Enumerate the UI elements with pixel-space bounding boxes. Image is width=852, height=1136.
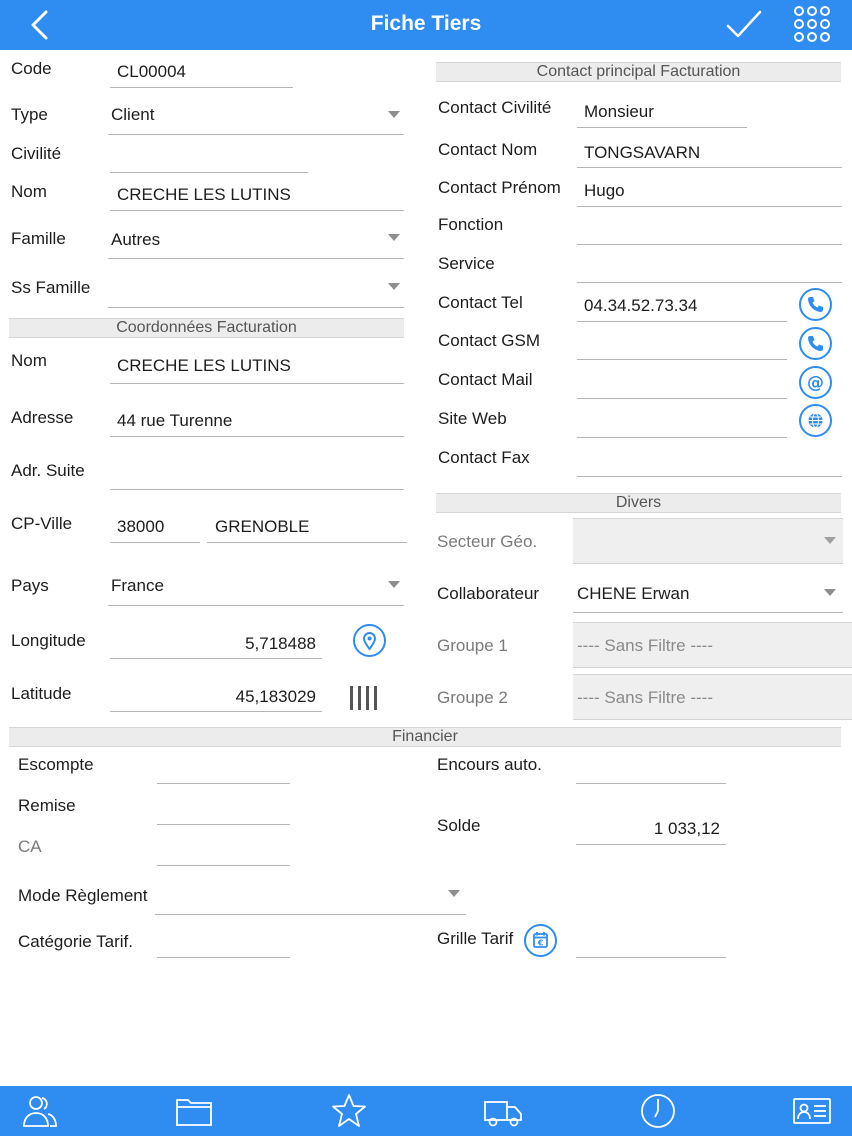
svg-text:@: @ — [807, 373, 824, 393]
ss-famille-select[interactable] — [111, 278, 371, 298]
solde-underline — [576, 844, 726, 845]
fonction-label: Fonction — [438, 215, 504, 234]
adr-suite-label: Adr. Suite — [11, 461, 85, 480]
contact-fax-underline — [577, 476, 842, 477]
mode-reglement-dropdown-arrow-icon[interactable] — [448, 890, 460, 897]
fonction-field[interactable] — [584, 219, 834, 239]
encours-auto-label: Encours auto. — [437, 755, 542, 774]
longitude-underline — [110, 658, 322, 659]
remise-underline — [157, 824, 290, 825]
grille-tarif-underline — [576, 957, 726, 958]
type-underline — [108, 134, 404, 135]
contact-nom-label: Contact Nom — [438, 140, 538, 159]
svg-text:€: € — [537, 938, 544, 948]
latitude-underline — [110, 711, 322, 712]
tab-deliveries[interactable] — [483, 1092, 523, 1130]
type-label: Type — [11, 105, 48, 124]
fact-nom-label: Nom — [11, 351, 47, 370]
mode-reglement-label: Mode Règlement — [18, 886, 148, 905]
star-icon — [329, 1092, 369, 1130]
type-dropdown-arrow-icon[interactable] — [388, 111, 400, 118]
pays-select[interactable]: France — [111, 576, 164, 595]
ss-famille-dropdown-arrow-icon[interactable] — [388, 283, 400, 290]
contact-card-icon — [792, 1092, 832, 1130]
famille-select[interactable]: Autres — [111, 230, 161, 249]
contact-gsm-underline — [577, 359, 787, 360]
categorie-tarif-underline — [157, 957, 290, 958]
service-field[interactable] — [584, 257, 834, 277]
clock-icon — [638, 1092, 678, 1130]
civilite-field[interactable] — [116, 148, 306, 168]
contact-gsm-field[interactable] — [584, 335, 784, 355]
escompte-underline — [157, 783, 290, 784]
groupe2-value: ---- Sans Filtre ---- — [577, 688, 713, 707]
tab-contact-card[interactable] — [792, 1092, 832, 1130]
contact-tel-underline — [577, 321, 787, 322]
contact-nom-field[interactable]: TONGSAVARN — [584, 143, 701, 162]
adr-suite-underline — [110, 489, 404, 490]
contact-tel-field[interactable]: 04.34.52.73.34 — [584, 296, 698, 315]
at-sign-icon — [801, 368, 830, 397]
remise-field[interactable] — [157, 799, 289, 819]
tab-documents[interactable] — [174, 1092, 214, 1130]
ss-famille-underline — [108, 307, 404, 308]
contact-prenom-field[interactable]: Hugo — [584, 181, 625, 200]
barcode-icon — [348, 685, 384, 711]
section-divers: Divers — [436, 493, 841, 513]
ca-field — [157, 840, 289, 860]
map-pin-icon — [355, 626, 384, 655]
phone-icon — [801, 290, 830, 319]
contact-civilite-field[interactable]: Monsieur — [584, 102, 654, 121]
escompte-field[interactable] — [157, 758, 289, 778]
secteur-geo-label: Secteur Géo. — [437, 532, 538, 551]
civilite-underline — [110, 172, 308, 173]
civilite-label: Civilité — [11, 144, 62, 163]
tab-history[interactable] — [638, 1092, 678, 1130]
code-label: Code — [11, 59, 52, 78]
secteur-geo-dropdown-arrow-icon — [824, 537, 836, 544]
grille-tarif-button[interactable] — [524, 924, 557, 957]
contact-tel-label: Contact Tel — [438, 293, 523, 312]
famille-dropdown-arrow-icon[interactable] — [388, 234, 400, 241]
famille-label: Famille — [11, 229, 66, 248]
contact-civilite-label: Contact Civilité — [438, 98, 552, 117]
pays-label: Pays — [11, 576, 49, 595]
groupe2-label: Groupe 2 — [437, 688, 508, 707]
ca-underline — [157, 865, 290, 866]
mode-reglement-select[interactable] — [158, 886, 438, 906]
contact-fax-field[interactable] — [584, 452, 834, 472]
code-underline — [110, 87, 293, 88]
adresse-field[interactable]: 44 rue Turenne — [117, 411, 233, 430]
contact-nom-underline — [577, 167, 842, 168]
famille-underline — [108, 258, 404, 259]
open-website-button[interactable] — [799, 404, 832, 437]
pays-underline — [108, 605, 404, 606]
collaborateur-label: Collaborateur — [437, 584, 540, 603]
fact-nom-underline — [110, 383, 404, 384]
bottom-tab-bar — [0, 1086, 852, 1136]
section-contact-principal-facturation: Contact principal Facturation — [436, 62, 841, 82]
solde-value: 1 033,12 — [653, 819, 720, 838]
grille-tarif-field[interactable] — [576, 932, 724, 952]
groupe1-select — [573, 622, 852, 668]
euro-calendar-icon — [526, 926, 555, 955]
latitude-label: Latitude — [11, 684, 72, 703]
section-financier: Financier — [9, 727, 841, 747]
contact-prenom-label: Contact Prénom — [438, 178, 561, 197]
cp-underline — [110, 542, 200, 543]
fact-nom-field[interactable]: CRECHE LES LUTINS — [117, 356, 291, 375]
nom-field[interactable]: CRECHE LES LUTINS — [117, 185, 291, 204]
groupe1-label: Groupe 1 — [437, 636, 508, 655]
checkmark-icon — [724, 8, 764, 42]
groupe2-select — [573, 674, 852, 720]
contact-mail-label: Contact Mail — [438, 370, 533, 389]
globe-icon — [801, 406, 830, 435]
ville-underline — [207, 542, 407, 543]
adresse-label: Adresse — [11, 408, 74, 427]
call-gsm-button[interactable] — [799, 327, 832, 360]
send-mail-button[interactable] — [799, 366, 832, 399]
encours-auto-field[interactable] — [576, 758, 724, 778]
code-value[interactable]: CL00004 — [117, 62, 187, 81]
encours-auto-underline — [576, 783, 726, 784]
longitude-label: Longitude — [11, 631, 86, 650]
tab-favorites[interactable] — [329, 1092, 369, 1130]
validate-button[interactable] — [724, 8, 764, 42]
ss-famille-label: Ss Famille — [11, 278, 91, 297]
contact-mail-underline — [577, 398, 787, 399]
groupe1-value: ---- Sans Filtre ---- — [577, 636, 713, 655]
collaborateur-underline — [573, 612, 843, 613]
contact-prenom-underline — [577, 206, 842, 207]
phone-icon — [801, 329, 830, 358]
latitude-field[interactable]: 45,183029 — [235, 687, 316, 706]
categorie-tarif-label: Catégorie Tarif. — [18, 932, 133, 951]
contact-civilite-underline — [577, 127, 747, 128]
mode-reglement-underline — [155, 914, 466, 915]
escompte-label: Escompte — [18, 755, 94, 774]
pays-dropdown-arrow-icon[interactable] — [388, 581, 400, 588]
barcode-scan-button[interactable] — [348, 685, 384, 711]
map-location-button[interactable] — [353, 624, 386, 657]
contact-fax-label: Contact Fax — [438, 448, 530, 467]
longitude-field[interactable]: 5,718488 — [245, 634, 316, 653]
contact-mail-field[interactable] — [584, 374, 784, 394]
service-label: Service — [438, 254, 495, 273]
tab-contacts[interactable] — [20, 1092, 60, 1130]
contacts-icon — [20, 1092, 60, 1130]
cp-field[interactable]: 38000 — [117, 517, 165, 536]
nom-label: Nom — [11, 182, 47, 201]
call-tel-button[interactable] — [799, 288, 832, 321]
secteur-geo-select — [573, 518, 843, 564]
collaborateur-dropdown-arrow-icon[interactable] — [824, 589, 836, 596]
categorie-tarif-field[interactable] — [157, 932, 289, 952]
contact-gsm-label: Contact GSM — [438, 331, 541, 350]
nom-underline — [110, 210, 404, 211]
folder-icon — [174, 1092, 214, 1130]
section-coordonnees-facturation: Coordonnées Facturation — [9, 318, 404, 338]
truck-icon — [483, 1092, 523, 1130]
remise-label: Remise — [18, 796, 76, 815]
ca-label: CA — [18, 837, 42, 856]
top-navigation-bar — [0, 0, 852, 50]
adresse-underline — [110, 436, 404, 437]
site-web-label: Site Web — [438, 409, 507, 428]
service-underline — [577, 282, 842, 283]
collaborateur-select[interactable]: CHENE Erwan — [577, 584, 690, 603]
adr-suite-field[interactable] — [117, 464, 397, 484]
type-select[interactable]: Client — [111, 105, 155, 124]
cp-ville-label: CP-Ville — [11, 514, 73, 533]
grid-menu-icon — [792, 4, 832, 44]
site-web-underline — [577, 437, 787, 438]
ville-field[interactable]: GRENOBLE — [215, 517, 310, 536]
site-web-field[interactable] — [584, 413, 784, 433]
page-title: Fiche Tiers — [370, 12, 482, 35]
solde-label: Solde — [437, 816, 481, 835]
grille-tarif-label: Grille Tarif — [437, 929, 514, 948]
menu-button[interactable] — [792, 4, 832, 44]
fonction-underline — [577, 244, 842, 245]
